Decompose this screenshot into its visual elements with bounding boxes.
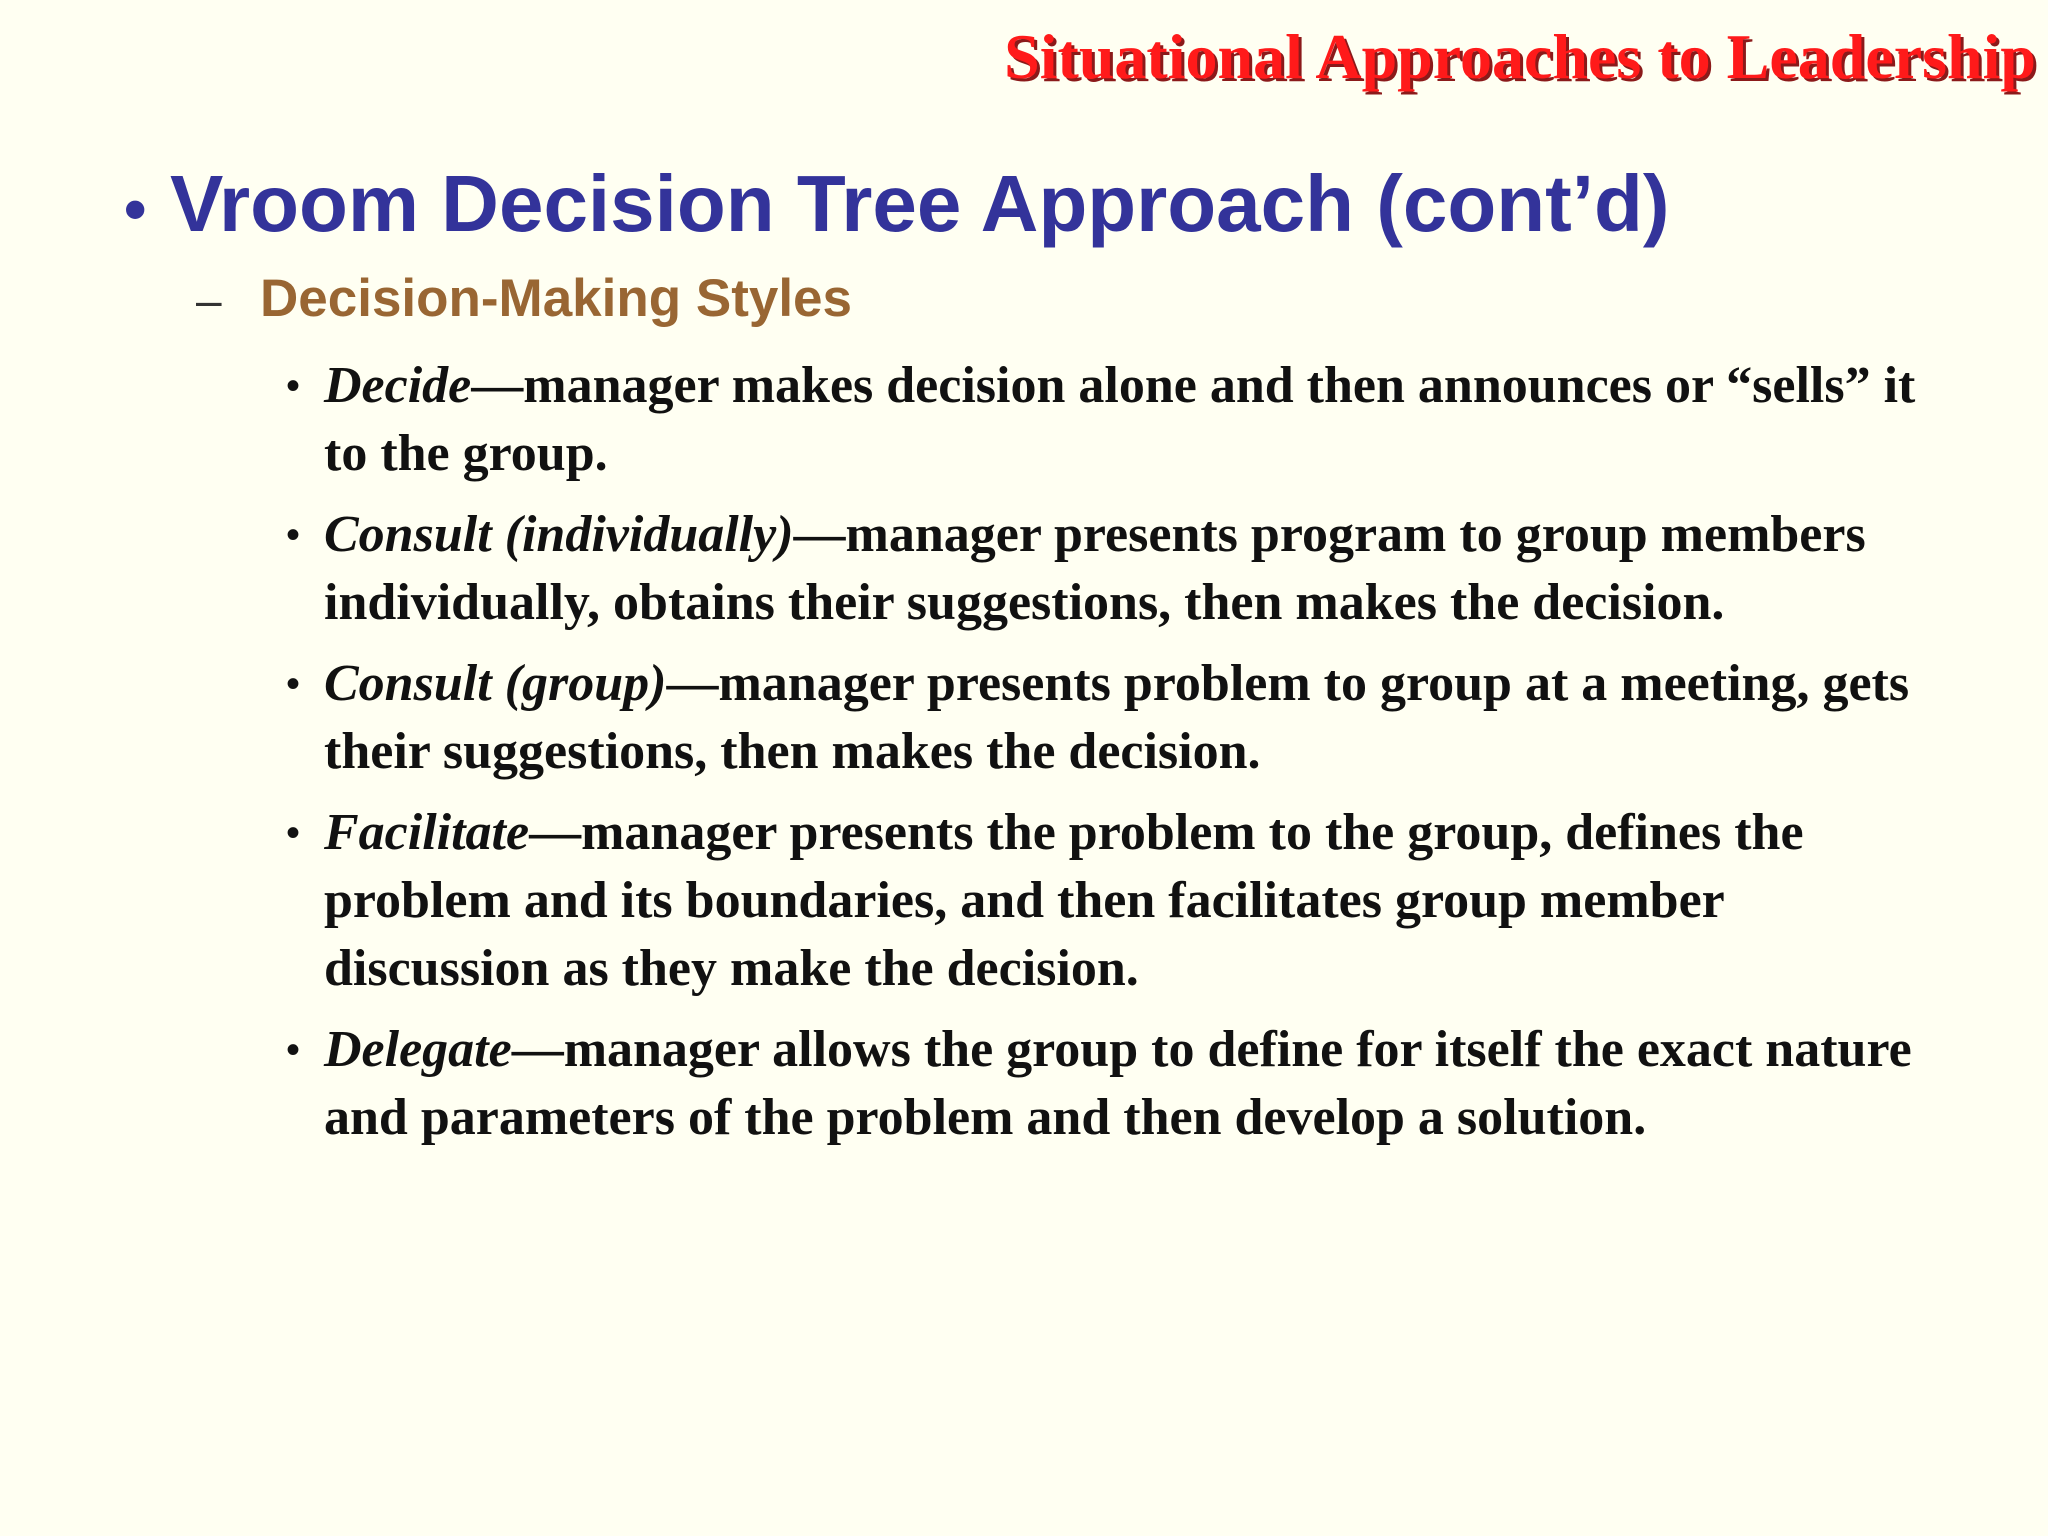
style-term: Delegate — [324, 1021, 512, 1078]
style-term: Decide — [324, 357, 472, 414]
style-description: —manager presents problem to group at a meeting, gets their suggestions, then makes the decision. — [324, 655, 1910, 780]
style-description: —manager presents program to group members individually, obtains their suggestions, then makes the decision. — [324, 506, 1866, 631]
list-item-delegate — [284, 1016, 1944, 1152]
dash-icon: – — [196, 274, 222, 326]
style-term: Facilitate — [324, 804, 530, 861]
sub-heading — [196, 270, 852, 328]
bullet-dot-icon: • — [286, 1028, 301, 1072]
bullet-dot-icon: • — [286, 811, 301, 855]
bullet-dot-icon: • — [286, 513, 301, 557]
style-description: —manager makes decision alone and then announces or “sells” it to the group. — [324, 357, 1916, 482]
style-description: —manager allows the group to define for itself the exact nature and parameters of the problem and then develop a solution. — [324, 1021, 1912, 1146]
sub-heading-text: Decision-Making Styles — [260, 269, 853, 328]
main-bullet — [124, 160, 1670, 248]
list-item-facilitate — [284, 799, 1944, 1003]
list-item-consult-group — [284, 650, 1944, 786]
bullet-dot-icon: • — [286, 662, 301, 706]
bullet-dot-icon: • — [124, 173, 147, 245]
main-bullet-title: Vroom Decision Tree Approach (cont’d) — [170, 159, 1670, 248]
list-item-consult-individually — [284, 501, 1944, 637]
slide-header-title: Situational Approaches to Leadership — [1004, 21, 2036, 92]
bullet-dot-icon: • — [286, 364, 301, 408]
style-description: —manager presents the problem to the group, defines the problem and its boundaries, and then facilitates group member discussion as they make the decision. — [324, 804, 1804, 997]
style-term: Consult (group) — [324, 655, 667, 712]
decision-styles-list — [284, 352, 1944, 1165]
style-term: Consult (individually) — [324, 506, 794, 563]
list-item-decide — [284, 352, 1944, 488]
